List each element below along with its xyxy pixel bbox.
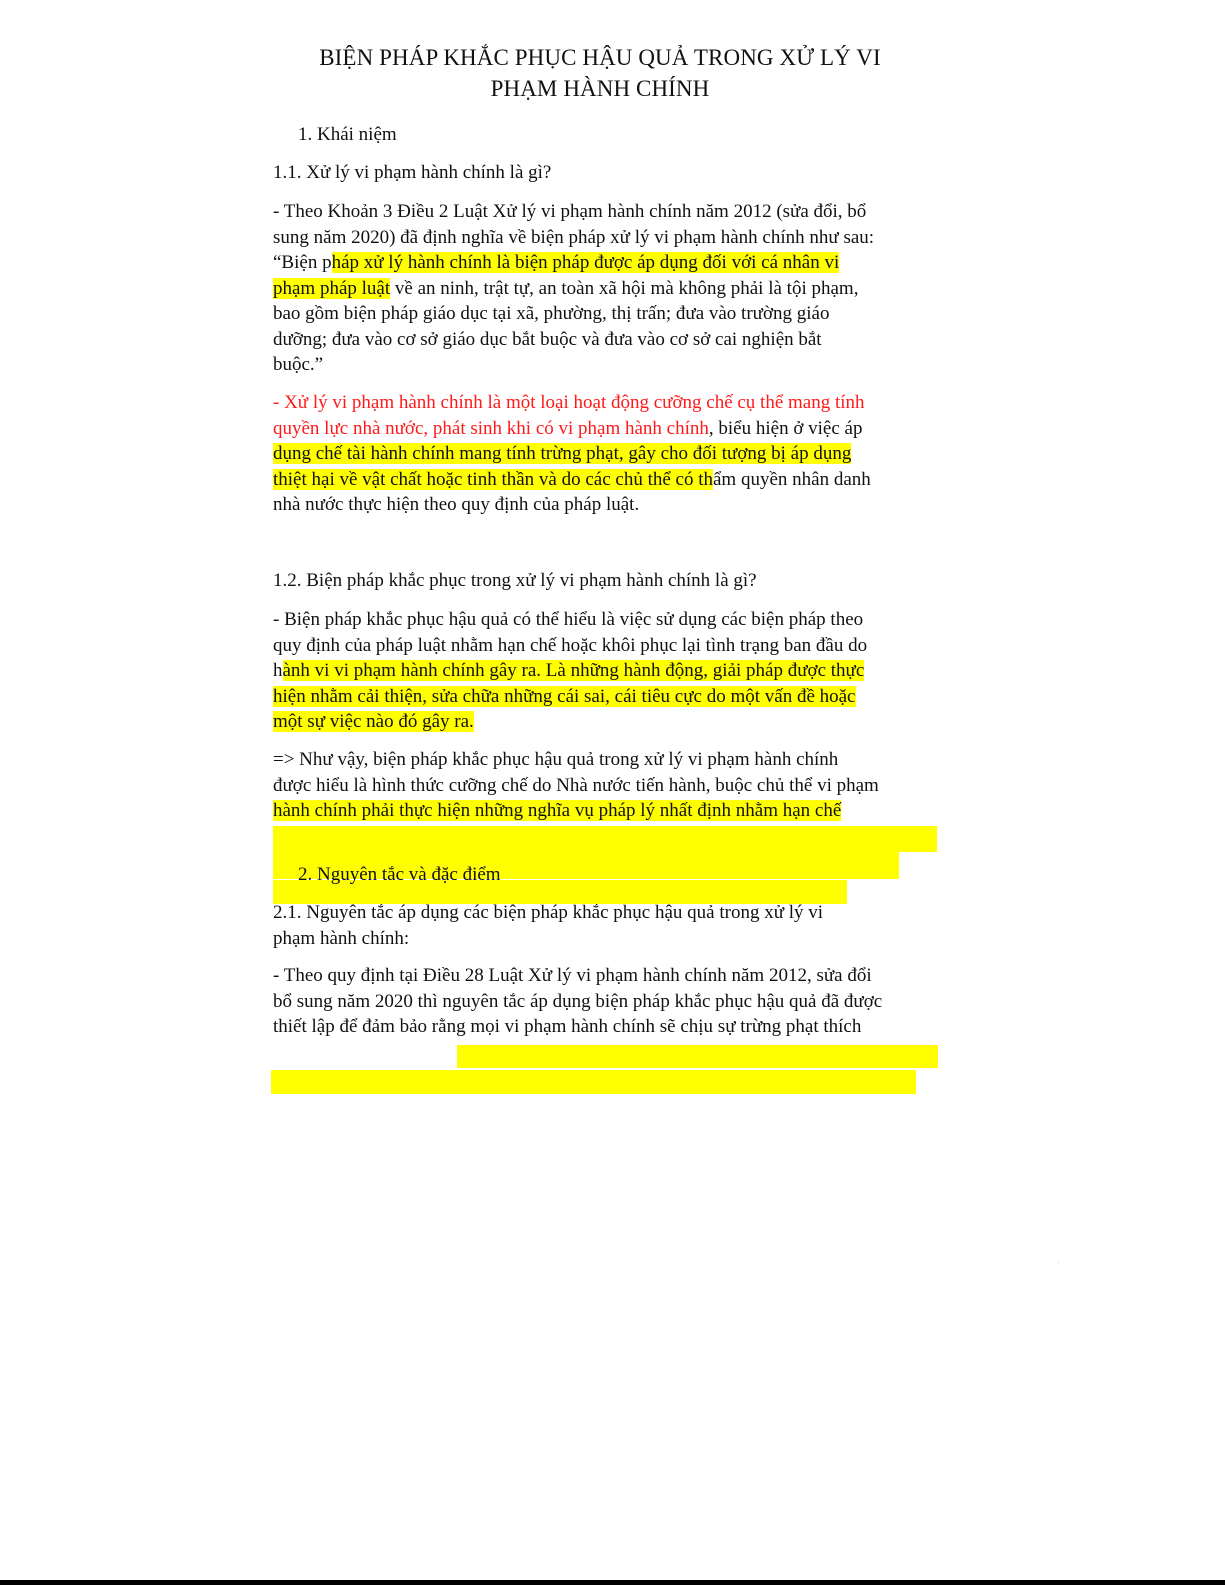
text-run: , biểu hiện ở việc áp: [708, 417, 863, 439]
highlighted-text: hành chính phải thực hiện những nghĩa vụ pháp lý nhất định nhằm hạn chế: [273, 800, 842, 821]
paragraph-administrative-violation: [273, 390, 943, 518]
text-line: - Biện pháp khắc phục hậu quả có thể hiểu là việc sử dụng các biện pháp theo: [273, 609, 864, 630]
highlighted-text: thiệt hại về vật chất hoặc tinh thần và do các chủ thể có th: [273, 468, 713, 490]
text-line: thiết lập để đảm bảo rằng mọi vi phạm hành chính sẽ chịu sự trừng phạt thích: [273, 1016, 862, 1037]
subsection-1-2-heading: 1.2. Biện pháp khắc phục trong xử lý vi phạm hành chính là gì?: [273, 570, 757, 591]
red-text-run: quyền lực nhà nước, phát sinh khi có vi phạm hành chính: [273, 417, 709, 439]
title-line-1: BIỆN PHÁP KHẮC PHỤC HẬU QUẢ TRONG XỬ LÝ VI: [319, 45, 881, 70]
text-line: [273, 250, 943, 276]
text-line: => Như vậy, biện pháp khắc phục hậu quả trong xử lý vi phạm hành chính: [273, 749, 839, 770]
subsection-1-1-heading: 1.1. Xử lý vi phạm hành chính là gì?: [273, 162, 552, 183]
text-line: sung năm 2020) đã định nghĩa về biện pháp xử lý vi phạm hành chính như sau:: [273, 226, 875, 248]
highlighted-text: phạm pháp luật: [273, 277, 391, 299]
text-line: - Theo Khoản 3 Điều 2 Luật Xử lý vi phạm hành chính năm 2012 (sửa đổi, bổ: [273, 201, 867, 222]
highlight-bar: [273, 826, 937, 852]
highlight-bar: [457, 1045, 938, 1068]
page-bottom-border: [0, 1580, 1225, 1585]
text-line: dưỡng; đưa vào cơ sở giáo dục bắt buộc và đưa vào cơ sở cai nghiện bắt: [273, 328, 822, 350]
text-line: - Theo quy định tại Điều 28 Luật Xử lý vi phạm hành chính năm 2012, sửa đổi: [273, 965, 872, 986]
text-line: [273, 467, 943, 493]
text-line: được hiểu là hình thức cưỡng chế do Nhà nước tiến hành, buộc chủ thể vi phạm: [273, 774, 879, 796]
text-line: quy định của pháp luật nhằm hạn chế hoặc khôi phục lại tình trạng ban đầu do: [273, 634, 868, 656]
paragraph-remedial-measures: [273, 607, 943, 735]
text-run: về an ninh, trật tự, an toàn xã hội mà không phải là tội phạm,: [390, 277, 859, 299]
paragraph-definition: [273, 199, 943, 378]
section-2-heading: 2. Nguyên tắc và đặc điểm: [298, 864, 501, 885]
text-line: bổ sung năm 2020 thì nguyên tắc áp dụng biện pháp khắc phục hậu quả đã được: [273, 990, 883, 1012]
highlighted-text: háp xử lý hành chính là biện pháp được áp dụng đối với cá nhân vi: [331, 252, 840, 273]
text-line: [273, 684, 943, 710]
subsection-2-1-heading: [273, 900, 943, 951]
text-line: [273, 416, 943, 442]
text-line: phạm hành chính:: [273, 927, 410, 949]
text-line: [273, 709, 943, 735]
title-line-2: PHẠM HÀNH CHÍNH: [490, 76, 710, 101]
text-line: [273, 798, 943, 824]
text-line: nhà nước thực hiện theo quy định của pháp luật.: [273, 494, 640, 515]
text-line: bao gồm biện pháp giáo dục tại xã, phường, thị trấn; đưa vào trường giáo: [273, 303, 830, 324]
highlighted-text: hiện nhằm cải thiện, sửa chữa những cái sai, cái tiêu cực do một vấn đề hoặc: [273, 685, 856, 707]
text-line: [273, 658, 943, 684]
scan-speck: [1058, 1262, 1059, 1263]
highlight-bar: [271, 1070, 916, 1094]
highlighted-text: dụng chế tài hành chính mang tính trừng phạt, gây cho đối tượng bị áp dụng: [273, 443, 852, 464]
highlighted-text: ành vi vi phạm hành chính gây ra. Là những hành động, giải pháp được thực: [282, 660, 865, 681]
highlighted-text: một sự việc nào đó gây ra.: [273, 711, 474, 732]
paragraph-principles: [273, 963, 943, 1040]
text-run: “Biện p: [273, 252, 332, 273]
document-title: [240, 42, 960, 104]
section-1-heading: 1. Khái niệm: [298, 124, 397, 145]
text-line: 2.1. Nguyên tắc áp dụng các biện pháp khắc phục hậu quả trong xử lý vi: [273, 902, 824, 923]
text-line: [273, 276, 943, 302]
text-line: [273, 441, 943, 467]
text-line: buộc.”: [273, 354, 324, 375]
text-run: ẩm quyền nhân danh: [713, 468, 871, 490]
text-run: h: [273, 660, 283, 681]
red-text-line: - Xử lý vi phạm hành chính là một loại hoạt động cưỡng chế cụ thể mang tính: [273, 392, 865, 413]
